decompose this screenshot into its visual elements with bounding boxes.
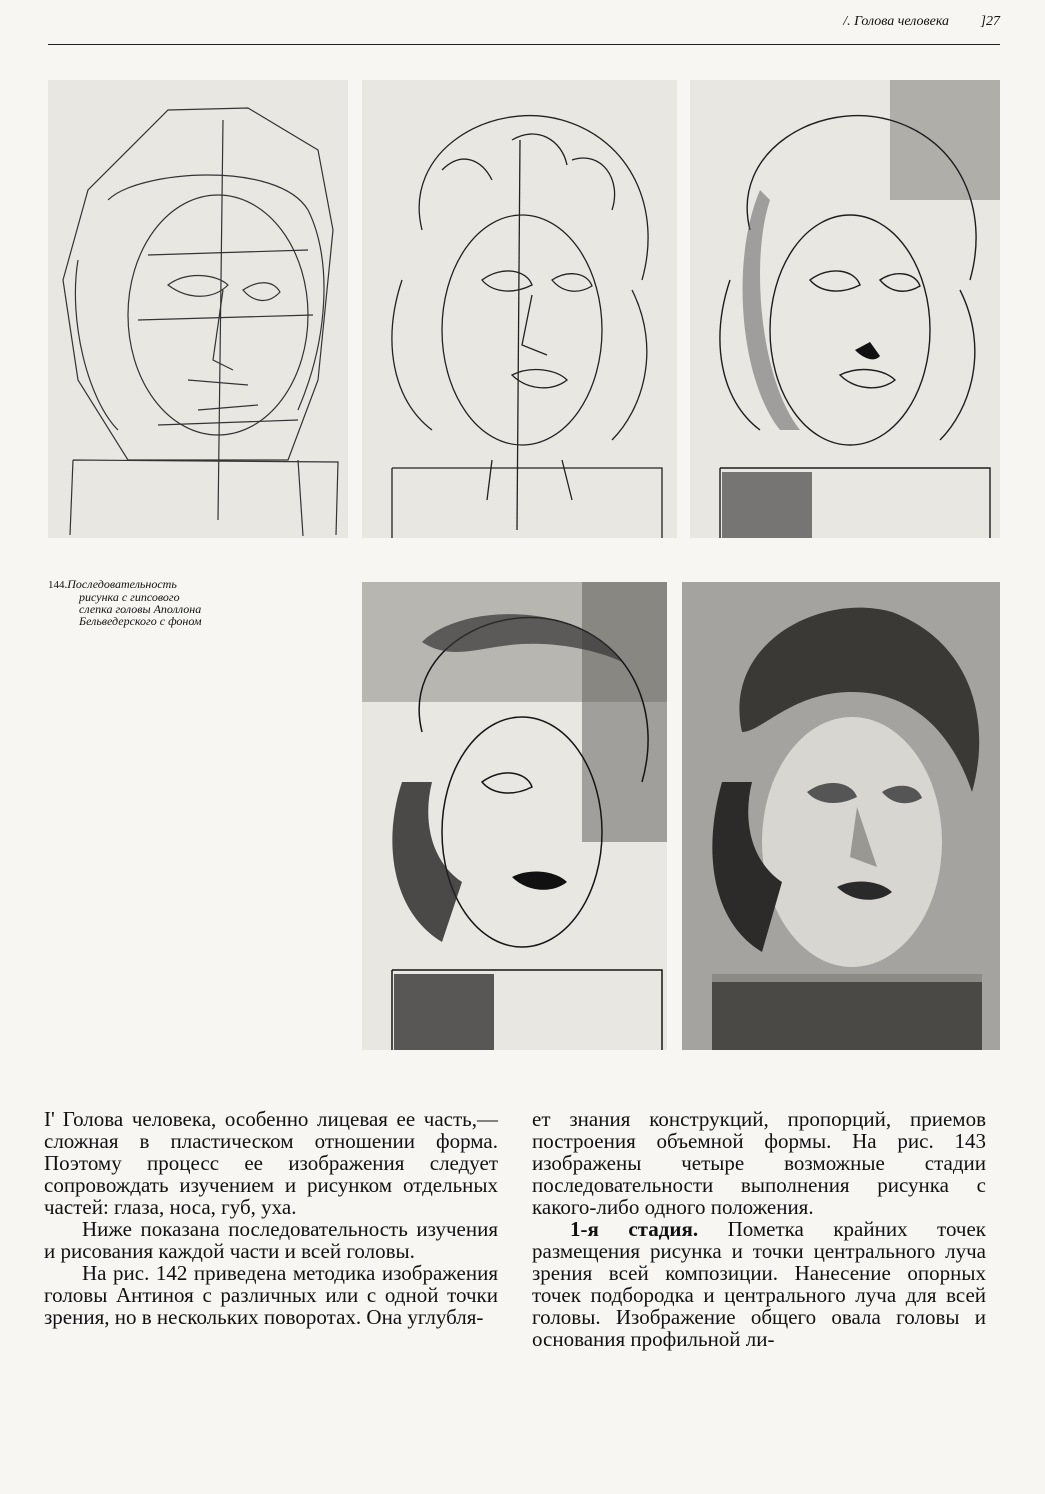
caption-line: рисунка с гипсового: [79, 590, 180, 604]
paragraph: ет знания конструкций, пропорций, приемов построения объемной формы. На рис. 143 изображены четыре возможные стадии последовательности выполнения рисунка с какого-либо одного положения.: [532, 1107, 986, 1219]
figure-stage-3-tonal: [690, 80, 1000, 538]
figure-number: 144.: [48, 579, 68, 591]
running-header: [0, 14, 1000, 30]
caption-line: слепка головы Аполлона: [79, 602, 202, 616]
page-number: ]27: [980, 14, 1000, 29]
figure-caption: [48, 578, 268, 627]
figure-stage-1-sketch: [48, 80, 348, 538]
sketch-lines: [48, 80, 348, 538]
text-column-left: [44, 1108, 498, 1328]
header-rule: [48, 44, 1000, 45]
text-column-right: [532, 1108, 986, 1350]
paragraph: I' Голова человека, особенно лицевая ее часть,— сложная в пластическом отношении форма. Поэтому процесс ее изображения следует сопровождать изучением и рисунком отдельных частей: глаза, носа, губ, уха.: [44, 1107, 498, 1219]
figure-stage-4-modeling: [362, 582, 667, 1050]
paragraph: На рис. 142 приведена методика изображения головы Антиноя с различных или с одной точки зрения, но в нескольких поворотах. Она углубля-: [44, 1261, 498, 1329]
caption-line: 144.Последовательность: [48, 577, 177, 591]
head-drawing: [690, 80, 1000, 538]
caption-line: Бельведерского с фоном: [79, 614, 202, 628]
stage-heading: 1-я стадия.: [570, 1217, 699, 1241]
figure-stage-2-linear: [362, 80, 677, 538]
paragraph-mark: I': [44, 1107, 55, 1131]
paragraph: 1-я стадия. Пометка крайних точек размещения рисунка и точки центрального луча зрения всей композиции. Нанесение опорных точек подбородка и центрального луча для всей головы. Изображение общего овала головы и основания профильной ли-: [532, 1217, 986, 1351]
head-drawing: [362, 582, 667, 1050]
running-title: /. Голова человека: [843, 14, 950, 29]
paragraph: Ниже показана последовательность изучения и рисования каждой части и всей головы.: [44, 1217, 498, 1263]
head-drawing: [362, 80, 677, 538]
head-drawing: [682, 582, 1000, 1050]
figure-stage-5-final: [682, 582, 1000, 1050]
